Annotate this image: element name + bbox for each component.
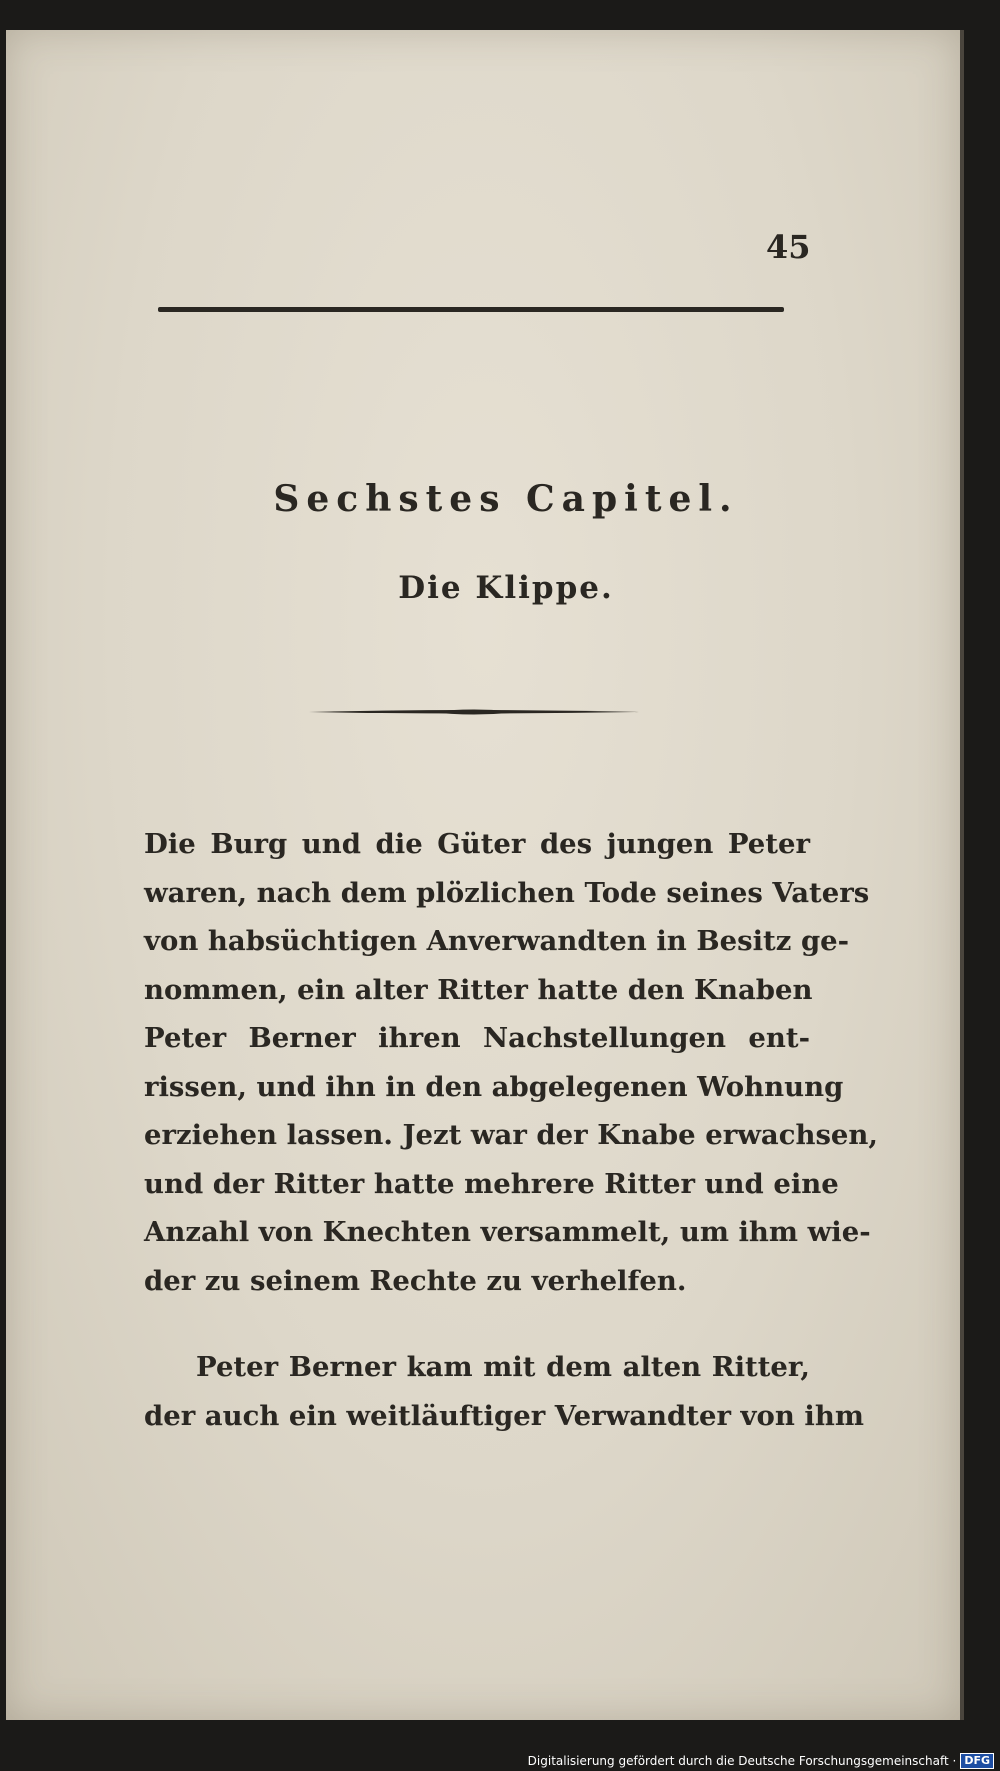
text-line: und der Ritter hatte mehrere Ritter und eine [144, 1167, 839, 1200]
text-line: von habsüchtigen Anverwandten in Besitz ge- [144, 925, 850, 957]
chapter-title: Sechstes Capitel. [273, 478, 739, 520]
dfg-logo-icon: DFG [960, 1753, 994, 1769]
text-line: rissen, und ihn in den abgelegenen Wohnung [144, 1070, 844, 1103]
text-line: der auch ein weitläuftiger Verwandter von ihm [144, 1399, 864, 1432]
text-line: Die Burg und die Güter des jungen Peter [144, 828, 810, 860]
text-line: Anzahl von Knechten versammelt, um ihm wie- [144, 1216, 871, 1248]
book-page [6, 30, 964, 1720]
credit-text: Digitalisierung gefördert durch die Deutsche Forschungsgemeinschaft · [527, 1754, 957, 1768]
text-line: nommen, ein alter Ritter hatte den Knaben [144, 973, 813, 1006]
header-rule [158, 307, 784, 312]
paragraph-1 [144, 820, 878, 1305]
text-line: der zu seinem Rechte zu verhelfen. [144, 1264, 687, 1297]
text-line: Peter Berner ihren Nachstellungen ent- [144, 1022, 810, 1054]
paragraph-2 [144, 1343, 864, 1440]
chapter-subtitle: Die Klippe. [398, 570, 614, 606]
digitization-credit [528, 1753, 994, 1769]
text-line: erziehen lassen. Jezt war der Knabe erwachsen, [144, 1119, 878, 1151]
page-number: 45 [766, 228, 811, 266]
text-line: waren, nach dem plözlichen Tode seines Vaters [144, 876, 870, 909]
ornament-divider [309, 708, 639, 716]
text-line: Peter Berner kam mit dem alten Ritter, [196, 1351, 810, 1383]
